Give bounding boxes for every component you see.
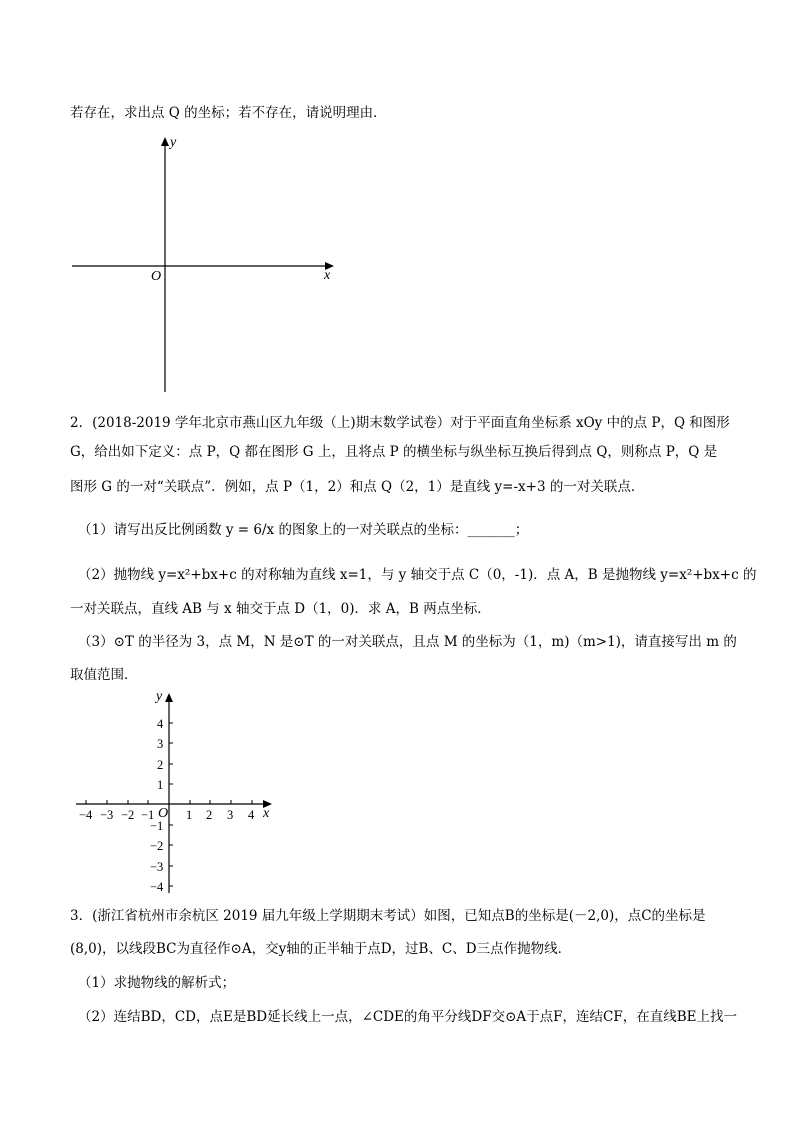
q2-part1: （1）请写出反比例函数 y = 6/x 的图象上的一对关联点的坐标：_______；	[78, 522, 529, 538]
xtick-label: 2	[206, 808, 213, 822]
q2-line3: 图形 G 的一对“关联点”．例如，点 P（1，2）和点 Q（2，1）是直线 y=-x+3 的一对关联点．	[70, 479, 645, 495]
fig2-y-arrow	[165, 693, 173, 702]
fig1-origin-label: O	[151, 269, 162, 284]
xtick-label: 3	[227, 808, 234, 822]
ytick-label: 3	[157, 737, 164, 751]
fig2-origin-label: O	[158, 806, 169, 821]
fig1-x-label: x	[324, 268, 331, 283]
ytick-label: 1	[157, 778, 164, 792]
fig1-y-label: y	[170, 135, 177, 150]
ytick-label: −1	[150, 819, 164, 833]
ytick-label: 4	[157, 717, 164, 731]
q3-line2: (8,0)，以线段BC为直径作⊙A，交y轴的正半轴于点D，过B、C、D三点作抛物线．	[70, 941, 572, 957]
q2-part3b: 取值范围．	[70, 667, 138, 683]
q2-part2b: 一对关联点，直线 AB 与 x 轴交于点 D（1，0)．求 A，B 两点坐标．	[70, 601, 491, 617]
xtick-label: 4	[248, 808, 255, 822]
q3-part2: （2）连结BD，CD，点E是BD延长线上一点，∠CDE的角平分线DF交⊙A于点F，连结CF，在直线BE上找一	[78, 1009, 737, 1025]
xtick-label: −4	[79, 808, 93, 822]
q2-part2a: （2）抛物线 y=x²+bx+c 的对称轴为直线 x=1，与 y 轴交于点 C（0，-1)．点 A，B 是抛物线 y=x²+bx+c 的	[78, 567, 757, 583]
fig2-x-label: x	[263, 806, 270, 821]
xtick-label: 1	[186, 808, 193, 822]
q3-line1: 3．(浙江省杭州市余杭区 2019 届九年级上学期期末考试）如图，已知点B的坐标是(－2,0)，点C的坐标是	[70, 908, 706, 924]
xtick-label: −1	[141, 808, 155, 822]
q3-part1: （1）求抛物线的解析式；	[78, 975, 236, 991]
xtick-label: −2	[121, 808, 135, 822]
q2-line1: 2．(2018-2019 学年北京市燕山区九年级（上)期末数学试卷）对于平面直角坐标系 xOy 中的点 P，Q 和图形	[70, 415, 730, 431]
q1-tail: 若存在，求出点 Q 的坐标；若不存在，请说明理由．	[70, 105, 387, 121]
q2-part3a: （3）⊙T 的半径为 3，点 M，N 是⊙T 的一对关联点，且点 M 的坐标为（1，m)（m>1)，请直接写出 m 的	[78, 634, 737, 650]
xtick-label: −3	[100, 808, 114, 822]
ytick-label: −4	[150, 880, 164, 894]
ytick-label: 2	[157, 758, 164, 772]
q2-line2: G，给出如下定义：点 P，Q 都在图形 G 上，且将点 P 的横坐标与纵坐标互换后得到点 Q，则称点 P，Q 是	[70, 444, 718, 460]
ytick-label: −3	[150, 860, 164, 874]
fig2-y-label: y	[156, 689, 163, 704]
ytick-label: −2	[150, 839, 164, 853]
